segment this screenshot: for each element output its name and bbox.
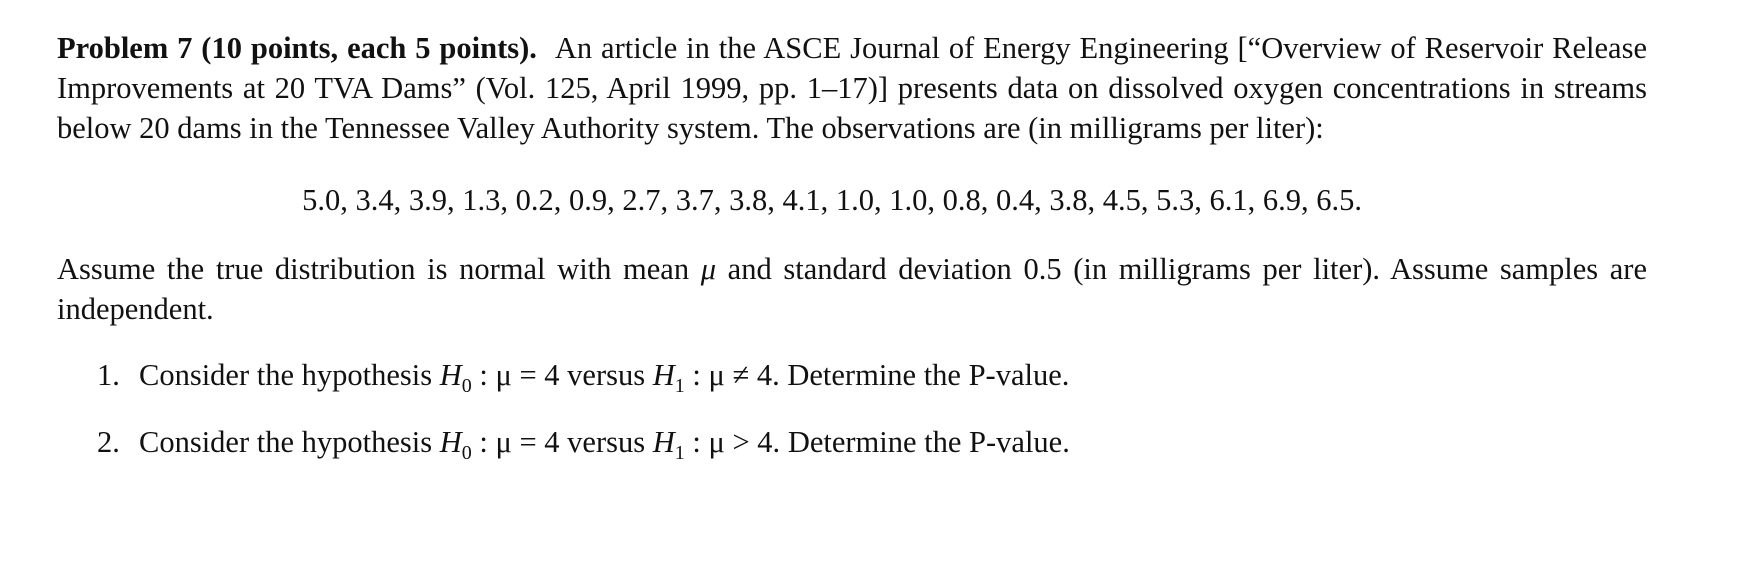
observations-data: 5.0, 3.4, 3.9, 1.3, 0.2, 0.9, 2.7, 3.7, 3.8, 4.1, 1.0, 1.0, 0.8, 0.4, 3.8, 4.5, 5.3, 6.1, 6.9, 6.5. xyxy=(302,183,1362,217)
mu-symbol: μ xyxy=(700,252,717,286)
null-hypothesis-relation: : μ = 4 versus xyxy=(479,425,646,459)
null-hypothesis-relation: : μ = 4 versus xyxy=(479,358,646,392)
question-text xyxy=(139,422,1070,465)
alt-hypothesis-symbol: H xyxy=(652,425,675,459)
question-prefix: Consider the hypothesis xyxy=(139,358,433,392)
question-suffix: Determine the P-value. xyxy=(787,425,1070,459)
question-number: 2. xyxy=(97,425,120,459)
problem-page xyxy=(57,28,1647,489)
assumption-text-start: Assume the true distribution is normal with mean xyxy=(57,252,690,286)
question-suffix: Determine the P-value. xyxy=(787,358,1070,392)
problem-intro-paragraph xyxy=(57,28,1647,148)
alt-hypothesis-subscript: 1 xyxy=(674,442,685,465)
question-prefix: Consider the hypothesis xyxy=(139,425,433,459)
assumption-paragraph xyxy=(57,249,1647,329)
null-hypothesis-subscript: 0 xyxy=(461,442,472,465)
null-hypothesis-symbol: H xyxy=(439,358,462,392)
alt-hypothesis-subscript: 1 xyxy=(674,375,685,398)
assumption-text-end: and standard deviation 0.5 (in milligrams per liter). Assume samples are independent. xyxy=(57,252,1648,326)
question-text xyxy=(139,355,1070,398)
problem-intro-text: An article in the ASCE Journal of Energy Engineering [“Overview of Reservoir Release Improvements at 20 TVA Dams” (Vol. 125, April 1999, pp. 1–17)] presents data on dissolved oxygen concentrations in streams below 20 dams in the Tennessee Valley Authority system. The observations are (in milligrams per liter): xyxy=(57,31,1647,145)
problem-heading: Problem 7 (10 points, each 5 points). xyxy=(57,31,537,65)
alt-hypothesis-symbol: H xyxy=(652,358,675,392)
question-number: 1. xyxy=(97,358,120,392)
alt-hypothesis-relation: : μ > 4. xyxy=(692,425,781,459)
null-hypothesis-symbol: H xyxy=(439,425,462,459)
question-item xyxy=(97,355,1647,398)
alt-hypothesis-relation: : μ ≠ 4. xyxy=(692,358,780,392)
null-hypothesis-subscript: 0 xyxy=(461,375,472,398)
question-item xyxy=(97,422,1647,465)
question-list xyxy=(57,355,1647,465)
